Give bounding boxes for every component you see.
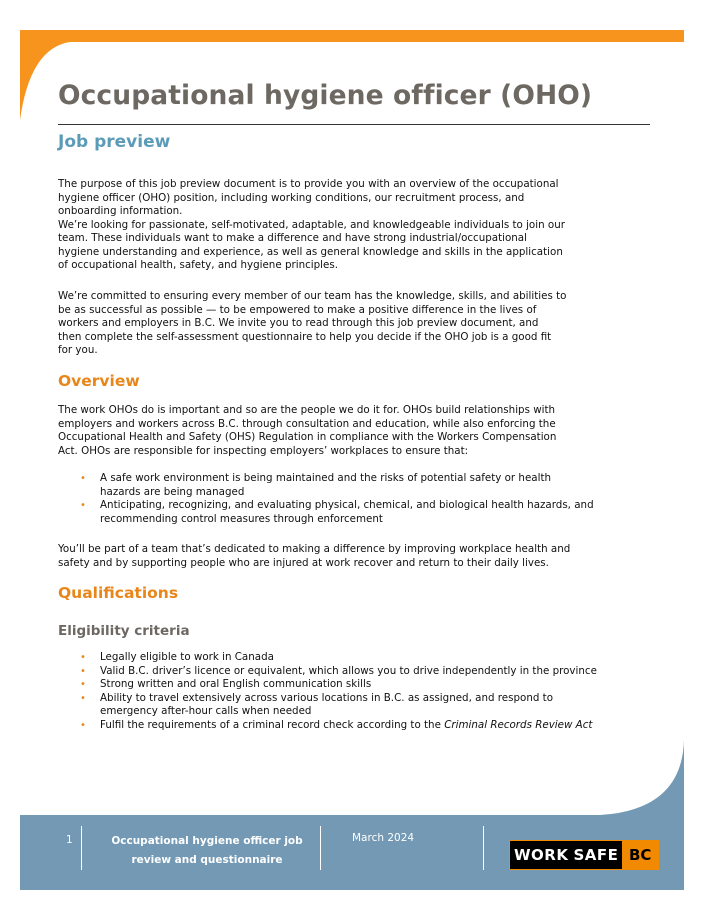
job-preview-paragraph-2: We’re committed to ensuring every member of our team has the knowledge, skills, and abilities to be as successful as possible — to be empowered to make a positive difference in the lives of workers and employers in B.C. We invite you to read through this job preview document, and then complete the self-assessment questionnaire to help you decide if the OHO job is a good fit for you. xyxy=(58,290,567,356)
list-item: • A safe work environment is being maintained and the risks of potential safety or health hazards are being managed xyxy=(80,472,552,498)
bullet-icon: • xyxy=(80,652,86,663)
job-preview-heading: Job preview xyxy=(58,132,171,152)
footer-divider xyxy=(81,826,82,870)
list-item: • Strong written and oral English communication skills xyxy=(80,678,372,690)
footer-divider xyxy=(483,826,484,870)
footer-document-title: Occupational hygiene officer job review and questionnaire xyxy=(111,835,303,866)
bullet-icon: • xyxy=(80,473,86,484)
bullet-icon: • xyxy=(80,719,86,731)
job-preview-paragraph-1: The purpose of this job preview document is to provide you with an overview of the occupational hygiene officer (OHO) position, including working conditions, our recruitment process, and onboarding information. We’re looking for passionate, self-motivated, adaptable, and knowledgeable individuals to join our team. These individuals want to make a difference and have strong industrial/occupational hygiene understanding and experience, as well as general knowledge and skills in the application of occupational health, safety, and hygiene principles. xyxy=(58,178,565,271)
list-item: • Ability to travel extensively across various locations in B.C. as assigned, and respond to emergency after-hour calls when needed xyxy=(80,691,554,717)
worksafebc-logo: WORK SAFE BC xyxy=(509,840,659,870)
overview-heading: Overview xyxy=(58,372,140,390)
list-item: • Legally eligible to work in Canada xyxy=(80,651,274,663)
footer-divider xyxy=(320,826,321,870)
bullet-icon: • xyxy=(80,665,86,677)
title-divider xyxy=(58,124,650,125)
qualifications-heading: Qualifications xyxy=(58,584,179,602)
eligibility-criteria-subheading: Eligibility criteria xyxy=(58,623,190,639)
page-footer xyxy=(20,815,684,890)
list-item: • Anticipating, recognizing, and evaluating physical, chemical, and biological health hazards, and recommending control measures through enforcement xyxy=(80,499,594,525)
overview-bullet-list xyxy=(80,472,670,526)
page-title: Occupational hygiene officer (OHO) xyxy=(58,80,593,111)
bullet-icon: • xyxy=(80,679,86,690)
blue-footer-swoosh xyxy=(0,690,704,820)
page-number: 1 xyxy=(66,834,73,846)
list-item: • Valid B.C. driver’s licence or equivalent, which allows you to drive independently in the province xyxy=(80,664,597,677)
list-item: • Fulfil the requirements of a criminal record check according to the Criminal Records Review Act xyxy=(80,718,593,731)
footer-date: March 2024 xyxy=(352,832,415,844)
overview-closing: You’ll be part of a team that’s dedicated to making a difference by improving workplace health and safety and by supporting people who are injured at work recover and return to their daily lives. xyxy=(58,543,571,569)
criminal-records-act-title: Criminal Records Review Act xyxy=(444,718,593,731)
bullet-icon: • xyxy=(80,692,86,704)
bullet-icon: • xyxy=(80,500,86,511)
overview-intro: The work OHOs do is important and so are the people we do it for. OHOs build relationships with employers and workers across B.C. through consultation and education, while also enforcing the Occupational Health and Safety (OHS) Regulation in compliance with the Workers Compensation Act. OHOs are responsible for inspecting employers’ workplaces to ensure that: xyxy=(58,404,557,457)
